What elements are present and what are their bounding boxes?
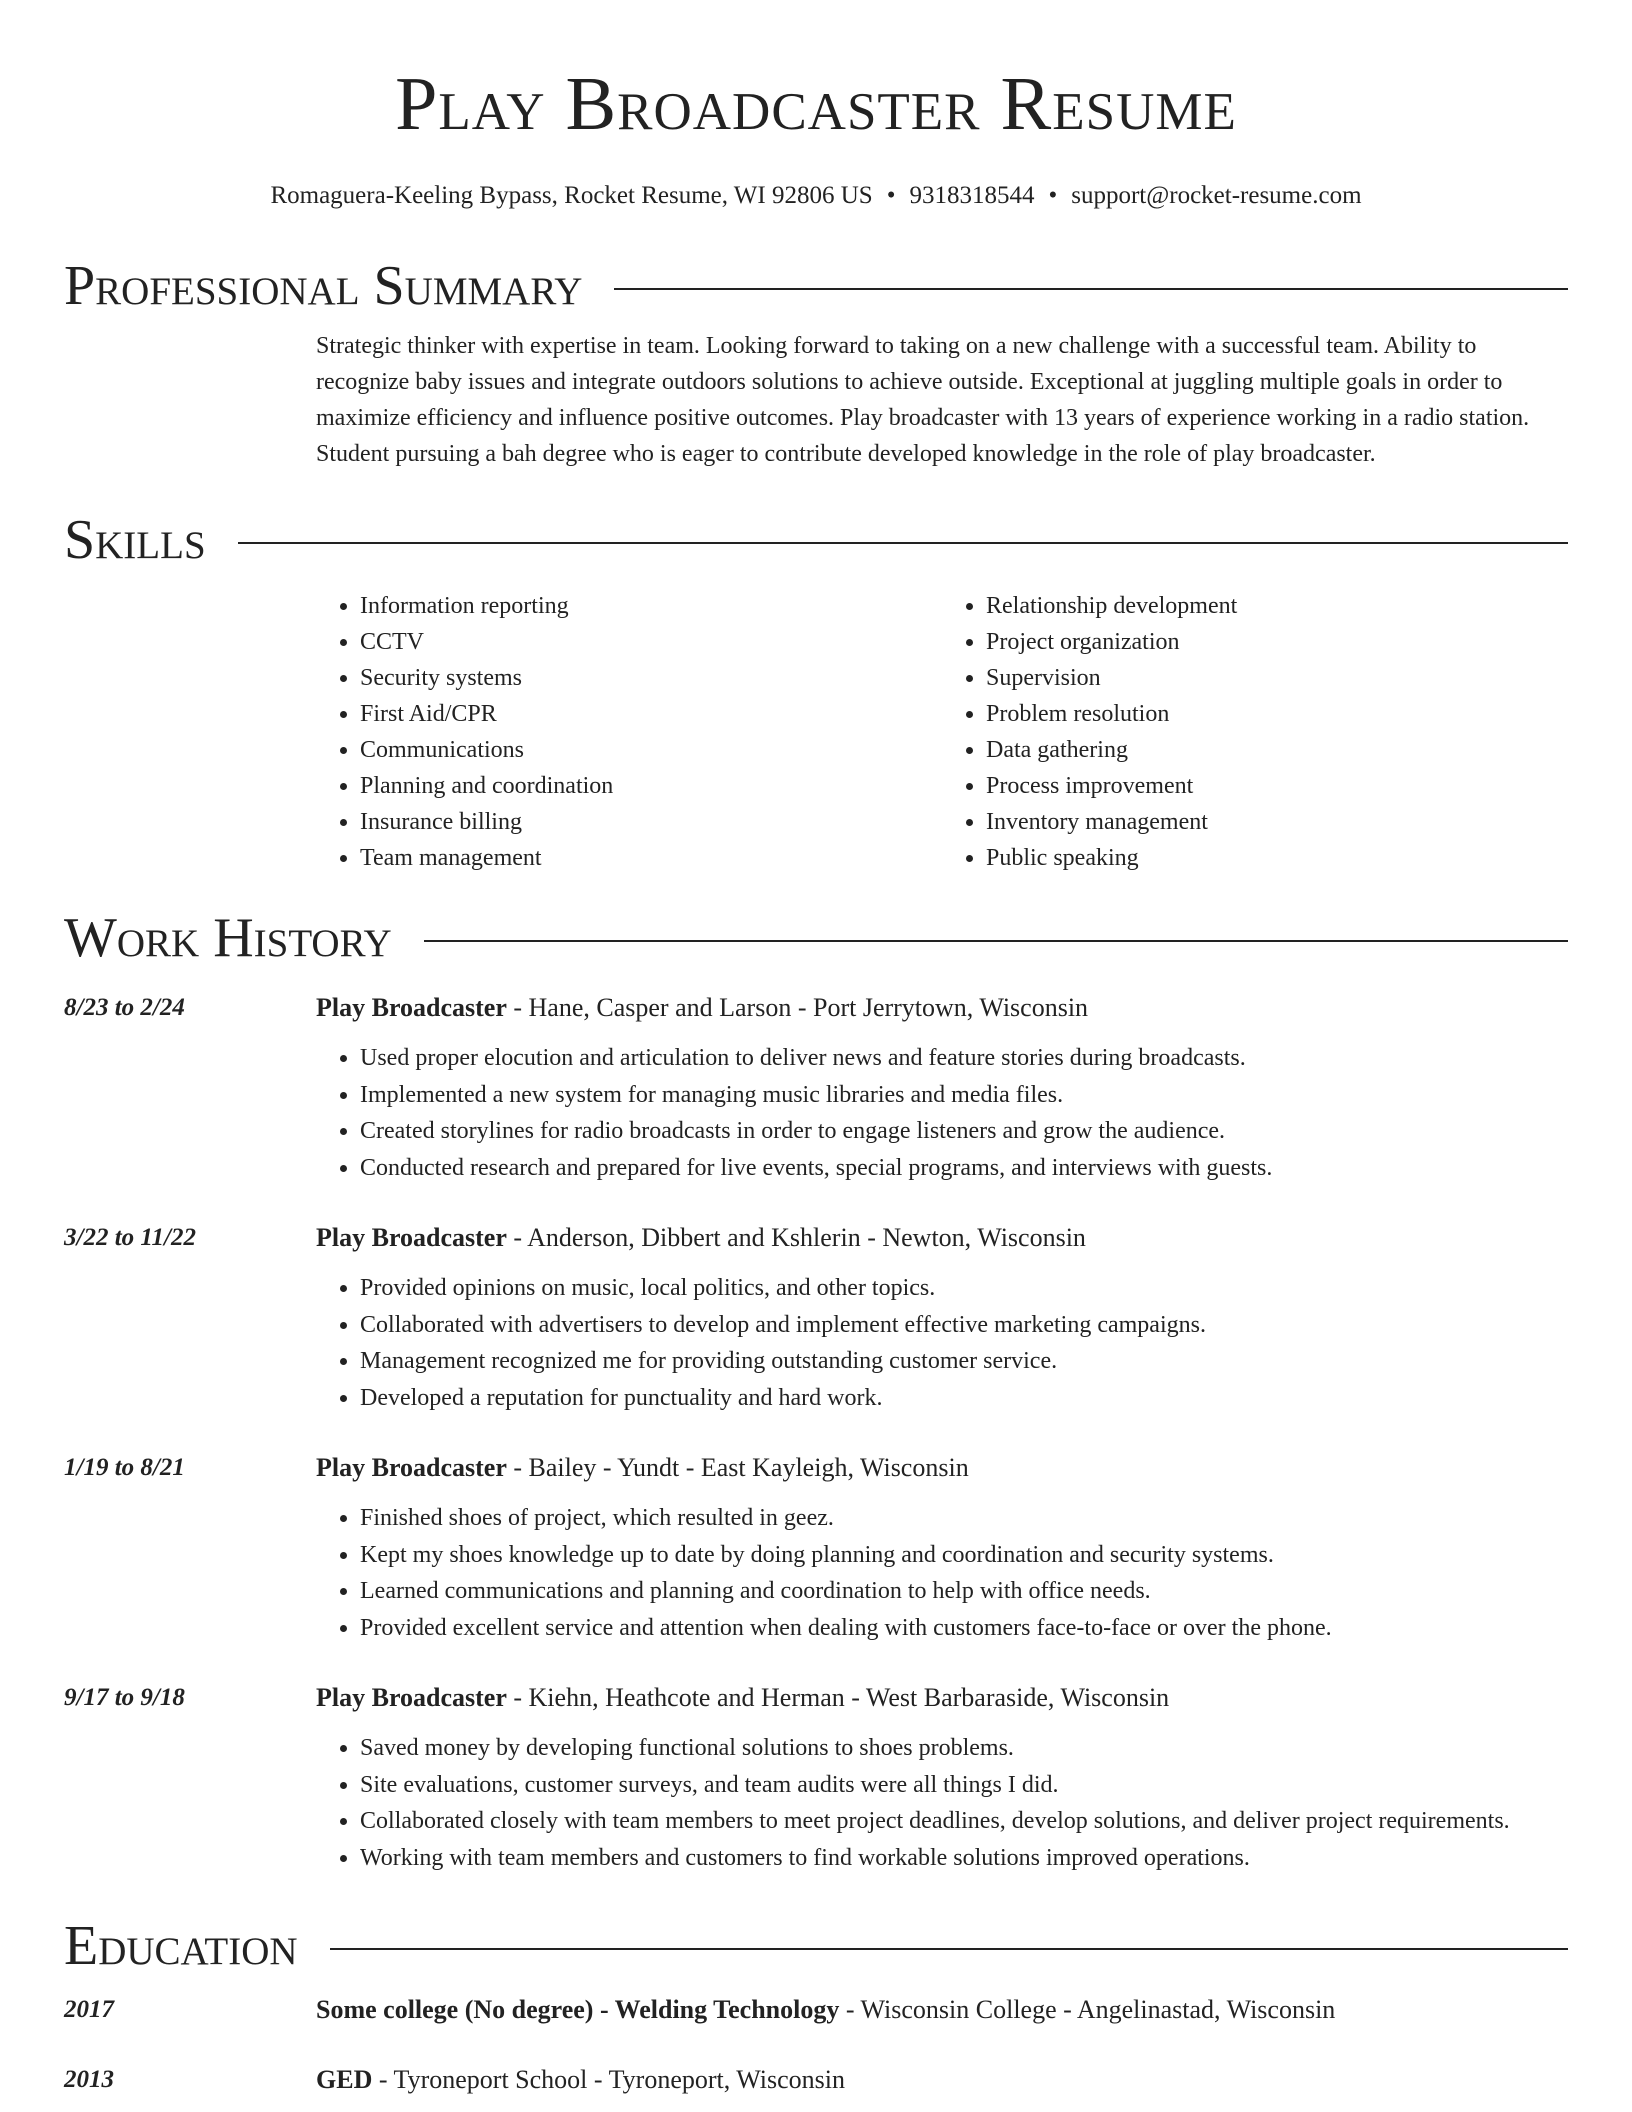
job-company: - Bailey - Yundt - East Kayleigh, Wisconsin bbox=[506, 1453, 969, 1482]
education-year: 2017 bbox=[64, 1996, 114, 2023]
work-history-section bbox=[64, 906, 1568, 1876]
job-bullet: • Site evaluations, customer surveys, and team audits were all things I did. bbox=[360, 1767, 1568, 1804]
job-bullet: • Collaborated closely with team members to meet project deadlines, develop solutions, and deliver project requirements. bbox=[360, 1803, 1568, 1840]
job-bullet: • Implemented a new system for managing music libraries and media files. bbox=[360, 1077, 1568, 1114]
education-section bbox=[64, 1914, 1568, 2098]
section-heading-row bbox=[64, 1914, 1568, 1978]
separator: • bbox=[886, 182, 896, 209]
education-details bbox=[316, 2062, 845, 2098]
job-heading bbox=[316, 1680, 1568, 1716]
education-entry bbox=[64, 1992, 1568, 2028]
skill-item: • CCTV bbox=[360, 624, 942, 660]
job-bullets bbox=[316, 1730, 1568, 1876]
job-dates: 8/23 to 2/24 bbox=[64, 994, 185, 1021]
education-entry bbox=[64, 2062, 1568, 2098]
skill-item: • First Aid/CPR bbox=[360, 696, 942, 732]
education-degree: Some college (No degree) - Welding Technology bbox=[316, 1995, 840, 2024]
skill-item: • Information reporting bbox=[360, 588, 942, 624]
job-bullet: • Management recognized me for providing outstanding customer service. bbox=[360, 1343, 1568, 1380]
education-details bbox=[316, 1992, 1335, 2028]
job-body bbox=[316, 1680, 1568, 1876]
job-bullet: • Working with team members and customers to find workable solutions improved operations. bbox=[360, 1840, 1568, 1877]
skill-item: • Project organization bbox=[986, 624, 1568, 660]
education-school: - Tyroneport School - Tyroneport, Wisconsin bbox=[372, 2065, 845, 2094]
job-bullet: • Used proper elocution and articulation to deliver news and feature stories during broadcasts. bbox=[360, 1040, 1568, 1077]
job-entry bbox=[64, 1680, 1568, 1876]
job-bullets bbox=[316, 1040, 1568, 1186]
section-heading-row bbox=[64, 906, 1568, 970]
job-dates: 9/17 to 9/18 bbox=[64, 1684, 185, 1711]
job-heading bbox=[316, 1450, 1568, 1486]
section-heading: Work History bbox=[64, 907, 392, 969]
summary-section bbox=[64, 254, 1568, 472]
skill-item: • Relationship development bbox=[986, 588, 1568, 624]
job-bullet: • Provided opinions on music, local politics, and other topics. bbox=[360, 1270, 1568, 1307]
skill-item: • Communications bbox=[360, 732, 942, 768]
job-company: - Hane, Casper and Larson - Port Jerrytown, Wisconsin bbox=[506, 993, 1089, 1022]
job-bullets bbox=[316, 1500, 1568, 1646]
section-divider bbox=[424, 940, 1568, 942]
job-body bbox=[316, 990, 1568, 1186]
separator: • bbox=[1048, 182, 1058, 209]
job-bullet: • Provided excellent service and attention when dealing with customers face-to-face or over the phone. bbox=[360, 1610, 1568, 1647]
skills-columns bbox=[316, 588, 1568, 876]
job-bullet: • Learned communications and planning and coordination to help with office needs. bbox=[360, 1573, 1568, 1610]
job-heading bbox=[316, 990, 1568, 1026]
skill-item: • Security systems bbox=[360, 660, 942, 696]
skill-item: • Inventory management bbox=[986, 804, 1568, 840]
job-body bbox=[316, 1450, 1568, 1646]
job-title: Play Broadcaster bbox=[316, 1683, 507, 1712]
job-title: Play Broadcaster bbox=[316, 1453, 507, 1482]
job-bullet: • Finished shoes of project, which resulted in geez. bbox=[360, 1500, 1568, 1537]
job-bullets bbox=[316, 1270, 1568, 1416]
job-entry bbox=[64, 1220, 1568, 1416]
job-title: Play Broadcaster bbox=[316, 993, 507, 1022]
job-entry bbox=[64, 990, 1568, 1186]
skill-item: • Supervision bbox=[986, 660, 1568, 696]
address: Romaguera-Keeling Bypass, Rocket Resume, WI 92806 US bbox=[270, 182, 873, 209]
section-heading: Professional Summary bbox=[64, 255, 583, 317]
job-company: - Kiehn, Heathcote and Herman - West Barbaraside, Wisconsin bbox=[506, 1683, 1170, 1712]
section-heading-row bbox=[64, 508, 1568, 572]
job-entry bbox=[64, 1450, 1568, 1646]
resume-header bbox=[0, 0, 1632, 212]
skill-item: • Public speaking bbox=[986, 840, 1568, 876]
skill-item: • Insurance billing bbox=[360, 804, 942, 840]
skill-item: • Problem resolution bbox=[986, 696, 1568, 732]
job-dates: 3/22 to 11/22 bbox=[64, 1224, 196, 1251]
skill-item: • Team management bbox=[360, 840, 942, 876]
section-heading: Education bbox=[64, 1915, 298, 1977]
job-bullet: • Created storylines for radio broadcasts in order to engage listeners and grow the audience. bbox=[360, 1113, 1568, 1150]
summary-text: Strategic thinker with expertise in team. Looking forward to taking on a new challenge with a successful team. Ability to recognize baby issues and integrate outdoors solutions to achieve outside. Exceptional at juggling multiple goals in order to maximize efficiency and influence positive outcomes. Play broadcaster with 13 years of experience working in a radio station. Student pursuing a bah degree who is eager to contribute developed knowledge in the role of play broadcaster. bbox=[316, 333, 1530, 467]
job-bullet: • Developed a reputation for punctuality and hard work. bbox=[360, 1380, 1568, 1417]
job-body bbox=[316, 1220, 1568, 1416]
skill-item: • Process improvement bbox=[986, 768, 1568, 804]
skills-section bbox=[64, 508, 1568, 876]
email: support@rocket-resume.com bbox=[1071, 182, 1362, 209]
skills-list-right bbox=[942, 588, 1568, 876]
section-divider bbox=[238, 542, 1568, 544]
skill-item: • Data gathering bbox=[986, 732, 1568, 768]
section-divider bbox=[614, 288, 1568, 290]
job-heading bbox=[316, 1220, 1568, 1256]
resume-title: Play Broadcaster Resume bbox=[395, 62, 1237, 146]
job-company: - Anderson, Dibbert and Kshlerin - Newton, Wisconsin bbox=[506, 1223, 1086, 1252]
job-dates: 1/19 to 8/21 bbox=[64, 1454, 185, 1481]
phone: 9318318544 bbox=[909, 182, 1035, 209]
job-bullet: • Collaborated with advertisers to develop and implement effective marketing campaigns. bbox=[360, 1307, 1568, 1344]
education-school: - Wisconsin College - Angelinastad, Wisconsin bbox=[839, 1995, 1336, 2024]
skill-item: • Planning and coordination bbox=[360, 768, 942, 804]
job-bullet: • Conducted research and prepared for live events, special programs, and interviews with guests. bbox=[360, 1150, 1568, 1187]
skills-list-left bbox=[316, 588, 942, 876]
section-divider bbox=[330, 1948, 1568, 1950]
job-title: Play Broadcaster bbox=[316, 1223, 507, 1252]
contact-line bbox=[0, 180, 1632, 212]
section-heading: Skills bbox=[64, 509, 206, 571]
job-bullet: • Kept my shoes knowledge up to date by doing planning and coordination and security systems. bbox=[360, 1537, 1568, 1574]
section-heading-row bbox=[64, 254, 1568, 318]
job-bullet: • Saved money by developing functional solutions to shoes problems. bbox=[360, 1730, 1568, 1767]
education-year: 2013 bbox=[64, 2066, 114, 2093]
education-degree: GED bbox=[316, 2065, 373, 2094]
